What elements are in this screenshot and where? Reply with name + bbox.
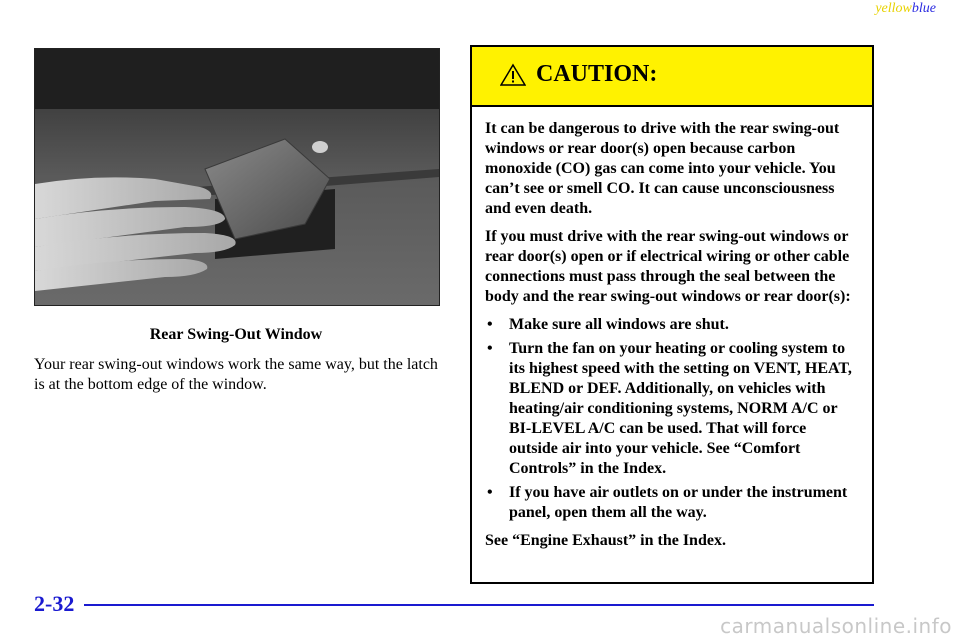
caution-header <box>472 47 872 107</box>
caution-paragraph-2: If you must drive with the rear swing-out windows or rear door(s) open or if electrical wiring or other cable connections must pass through the seal between the body and the rear swing-out windows or rear door(s): <box>485 228 851 305</box>
list-item <box>485 315 858 335</box>
footer-rule <box>84 604 874 606</box>
caution-closing: See “Engine Exhaust” in the Index. <box>485 532 726 549</box>
color-tag-yellow: yellow <box>875 1 912 16</box>
watermark: carmanualsonline.info <box>720 614 952 638</box>
list-item <box>485 339 858 479</box>
caution-title: CAUTION: <box>536 61 658 87</box>
page-number: 2-32 <box>34 591 75 616</box>
bullet-icon: • <box>487 484 493 501</box>
list-item <box>485 483 858 523</box>
caution-paragraph-1: It can be dangerous to drive with the rear swing-out windows or rear door(s) open because carbon monoxide (CO) gas can come into your vehicle. You can’t see or smell CO. It can cause unconsciousness and even death. <box>485 120 840 217</box>
body-paragraph: Your rear swing-out windows work the same way, but the latch is at the bottom edge of the window. <box>34 356 438 393</box>
bullet-text: Turn the fan on your heating or cooling system to its highest speed with the setting on VENT, HEAT, BLEND or DEF. Additionally, on vehicles with heating/air conditioning systems, NORM A/C or BI-LEVEL A/C can be used. That will force outside air into your vehicle. See “Comfort Controls” in the Index. <box>509 340 852 477</box>
bullet-icon: • <box>487 340 493 357</box>
figure-caption: Rear Swing-Out Window <box>149 326 323 343</box>
bullet-text: Make sure all windows are shut. <box>509 316 729 333</box>
caution-body <box>472 107 872 551</box>
bullet-text: If you have air outlets on or under the instrument panel, open them all the way. <box>509 484 848 521</box>
color-tag <box>875 1 936 17</box>
bullet-icon: • <box>487 316 493 333</box>
rear-window-latch-photo <box>34 48 440 306</box>
warning-triangle-icon <box>500 63 526 87</box>
color-tag-blue: blue <box>911 1 936 16</box>
caution-bullet-list <box>485 315 858 523</box>
caution-box <box>470 45 874 584</box>
